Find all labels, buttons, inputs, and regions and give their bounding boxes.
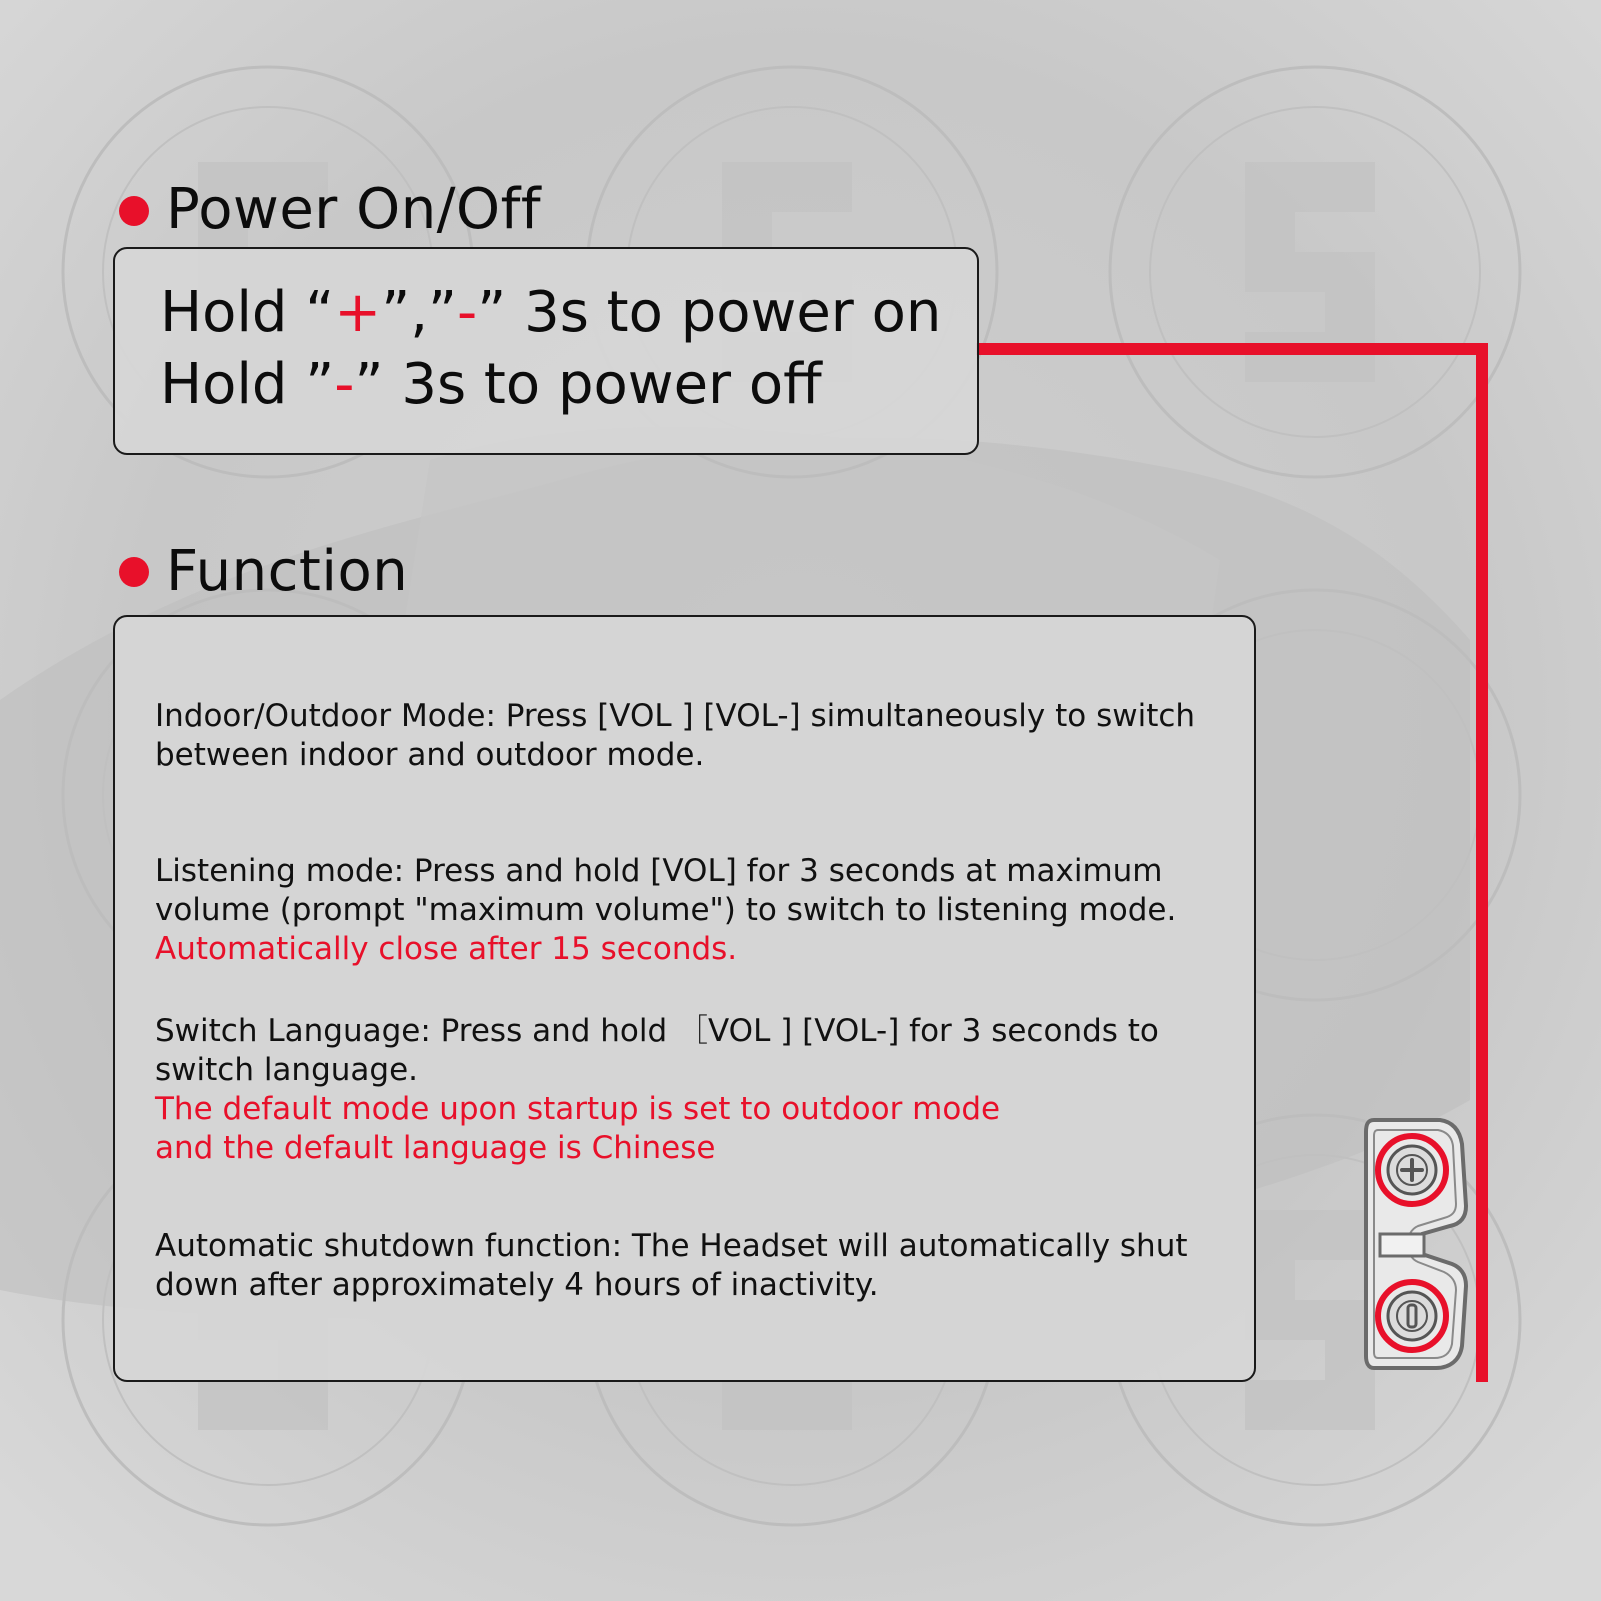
headset-controller-illustration xyxy=(1362,1114,1474,1374)
language-note-2: and the default language is Chinese xyxy=(155,1130,716,1166)
power-box xyxy=(113,247,979,455)
language-note-1: The default mode upon startup is set to outdoor mode xyxy=(155,1091,1001,1127)
connector-line-vertical xyxy=(1476,343,1488,1382)
automatic-shutdown: Automatic shutdown function: The Headset will automatically shut down after approximately 4 hours of inactivity. xyxy=(155,1228,1188,1303)
function-heading: Function xyxy=(166,539,409,604)
power-off-instruction: Hold ”-” 3s to power off xyxy=(160,352,822,417)
switch-language: Switch Language: Press and hold ［VOL ] [VOL-] for 3 seconds to switch language. The default mode upon startup is set to outdoor mode and the default language is Chinese xyxy=(155,1012,1235,1168)
indoor-outdoor-mode: Indoor/Outdoor Mode: Press [VOL ] [VOL-] simultaneously to switch between indoor and outdoor mode. xyxy=(155,698,1196,773)
power-on-instruction: Hold “+”,”-” 3s to power on xyxy=(160,280,942,345)
plus-button-icon xyxy=(1378,1136,1446,1204)
listening-note: Automatically close after 15 seconds. xyxy=(155,931,738,967)
power-button-icon xyxy=(1378,1282,1446,1350)
minus-symbol: - xyxy=(334,352,355,417)
plus-symbol: + xyxy=(334,280,382,345)
connector-line-horizontal xyxy=(976,343,1488,355)
function-bullet-icon xyxy=(119,557,149,587)
listening-mode: Listening mode: Press and hold [VOL] for 3 seconds at maximum volume (prompt "maximum volume") to switch to listening mode. Automatically close after 15 seconds. xyxy=(155,852,1235,969)
power-bullet-icon xyxy=(119,196,149,226)
minus-symbol: - xyxy=(457,280,478,345)
function-box xyxy=(113,615,1256,1382)
indicator-slot xyxy=(1380,1234,1424,1256)
power-heading: Power On/Off xyxy=(166,177,542,242)
